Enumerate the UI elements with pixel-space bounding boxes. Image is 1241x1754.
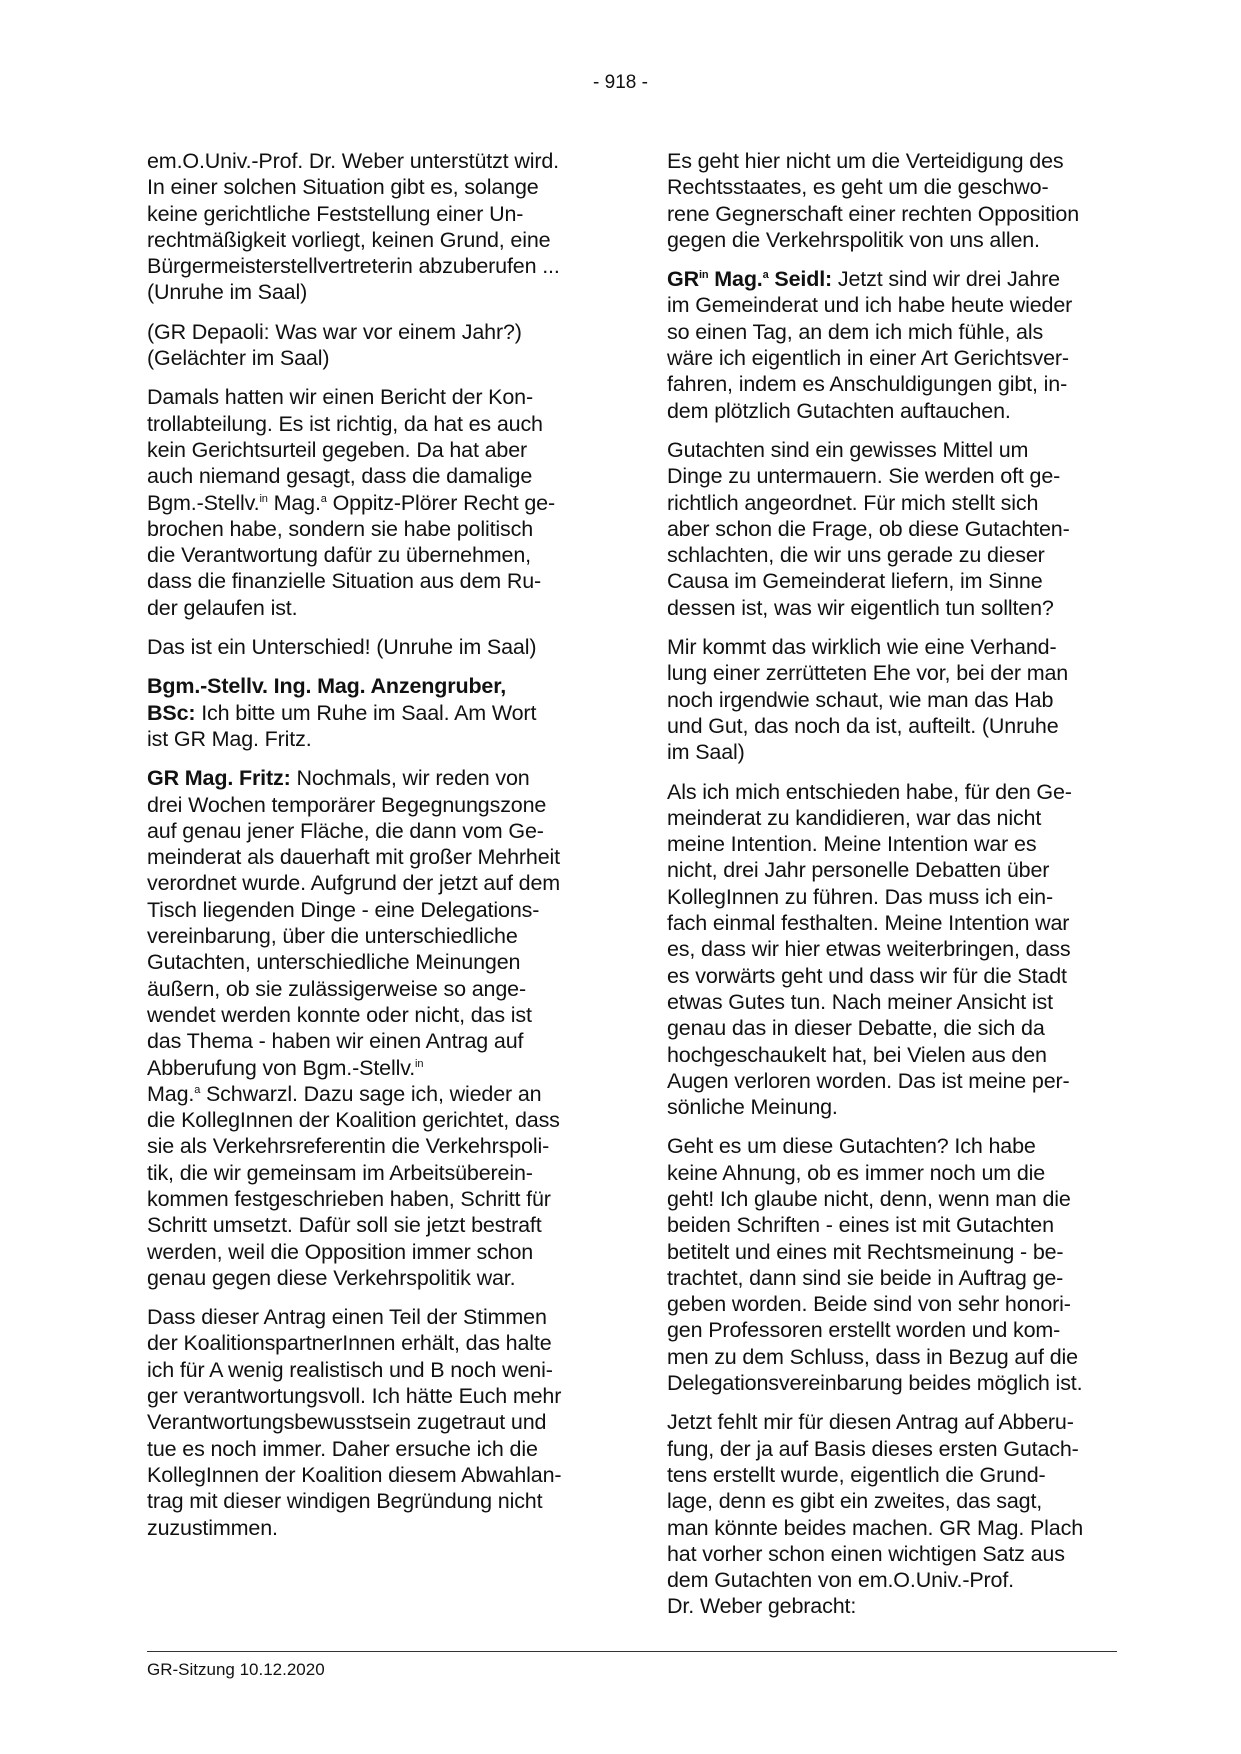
text-line: dass die finanzielle Situation aus dem Ru- — [147, 569, 542, 594]
paragraph — [147, 319, 599, 372]
text-line: der gelaufen ist. — [147, 595, 298, 620]
text-line: Causa im Gemeinderat liefern, im Sinne — [667, 569, 1043, 594]
paragraph — [667, 1133, 1119, 1396]
text-line: schlachten, die wir uns gerade zu dieser — [667, 543, 1045, 568]
paragraph: Das ist ein Unterschied! (Unruhe im Saal) — [147, 635, 537, 660]
text-line: aber schon die Frage, ob diese Gutachten- — [667, 516, 1070, 541]
text-line: Ich bitte um Ruhe im Saal. Am Wort — [195, 700, 537, 725]
text-block — [667, 293, 1072, 422]
speaker-name: Bgm.-Stellv. Ing. Mag. Anzengruber, — [147, 674, 507, 699]
text-line: geben worden. Beide sind von sehr honori- — [667, 1292, 1071, 1317]
text-line: auch niemand gesagt, dass die damalige — [147, 464, 533, 489]
paragraph — [147, 673, 599, 752]
text-line: nicht, drei Jahr personelle Debatten über — [667, 858, 1050, 883]
text-line: dem plötzlich Gutachten auftauchen. — [667, 398, 1011, 423]
text-line: ger verantwortungsvoll. Ich hätte Euch mehr — [147, 1384, 562, 1409]
text-line: richtlich angeordnet. Für mich stellt sich — [667, 490, 1039, 515]
text-line: KollegInnen zu führen. Das muss ich ein- — [667, 884, 1053, 909]
text-line: Mag. — [267, 490, 321, 515]
text-line: es vorwärts geht und dass wir für die Stadt — [667, 963, 1067, 988]
text-line: Verantwortungsbewusstsein zugetraut und — [147, 1410, 547, 1435]
text-line: rene Gegnerschaft einer rechten Opposition — [667, 201, 1080, 226]
text-line: ist GR Mag. Fritz. — [147, 726, 312, 751]
text-line: meinderat als dauerhaft mit großer Mehrheit — [147, 845, 560, 870]
text-block — [147, 793, 560, 1054]
text-line: die KollegInnen der Koalition gerichtet, dass — [147, 1108, 560, 1133]
text-line: fahren, indem es Anschuldigungen gibt, in- — [667, 372, 1068, 397]
paragraph — [667, 779, 1119, 1121]
text-line: gen Professoren erstellt worden und kom- — [667, 1318, 1061, 1343]
text-line: äußern, ob sie zulässigerweise so ange- — [147, 976, 526, 1001]
text-line: die Verantwortung dafür zu übernehmen, — [147, 543, 531, 568]
text-line: men zu dem Schluss, dass in Bezug auf die — [667, 1344, 1078, 1369]
text-line: tue es noch immer. Daher ersuche ich die — [147, 1436, 538, 1461]
text-line: drei Wochen temporärer Begegnungszone — [147, 792, 547, 817]
speaker-part: GR — [667, 267, 699, 292]
text-line: (GR Depaoli: Was war vor einem Jahr?) — [147, 319, 522, 344]
text-line: Delegationsvereinbarung beides möglich ist. — [667, 1371, 1083, 1396]
text-line: Rechtsstaates, es geht um die geschwo- — [667, 175, 1049, 200]
text-line: (Unruhe im Saal) — [147, 280, 308, 305]
text-line: keine Ahnung, ob es immer noch um die — [667, 1160, 1046, 1185]
text-line: Gutachten sind ein gewisses Mittel um — [667, 437, 1029, 462]
speaker-part: Seidl: — [768, 267, 833, 292]
text-line: noch irgendwie schaut, wie man das Hab — [667, 687, 1054, 712]
superscript: in — [259, 492, 268, 505]
text-line: Augen verloren worden. Das ist meine per- — [667, 1068, 1070, 1093]
text-line: brochen habe, sondern sie habe politisch — [147, 516, 534, 541]
paragraph — [147, 765, 599, 1291]
text-line: und Gut, das noch da ist, aufteilt. (Unruhe — [667, 713, 1059, 738]
text-line: das Thema - haben wir einen Antrag auf — [147, 1029, 524, 1054]
text-line: im Gemeinderat und ich habe heute wieder — [667, 293, 1073, 318]
text-line: trag mit dieser windigen Begründung nicht — [147, 1489, 543, 1514]
superscript: a — [762, 269, 769, 282]
text-line: hochgeschaukelt hat, bei Vielen aus den — [667, 1042, 1047, 1067]
text-line: Tisch liegenden Dinge - eine Delegations- — [147, 897, 540, 922]
superscript: in — [698, 269, 709, 282]
text-line: auf genau jener Fläche, die dann vom Ge- — [147, 818, 544, 843]
text-line: so einen Tag, an dem ich mich fühle, als — [667, 319, 1044, 344]
text-line: Schritt umsetzt. Dafür soll sie jetzt bestraft — [147, 1213, 542, 1238]
superscript: in — [415, 1057, 424, 1070]
text-line: Bgm.-Stellv. — [147, 490, 260, 515]
text-line: sie als Verkehrsreferentin die Verkehrspoli- — [147, 1134, 550, 1159]
text-line: Dr. Weber gebracht: — [667, 1594, 857, 1619]
paragraph — [667, 634, 1119, 765]
speaker-name — [667, 267, 832, 291]
text-line: sönliche Meinung. — [667, 1095, 838, 1120]
text-line: Dinge zu untermauern. Sie werden oft ge- — [667, 464, 1061, 489]
page-number: - 918 - — [593, 72, 648, 93]
text-line: fung, der ja auf Basis dieses ersten Gutach- — [667, 1436, 1079, 1461]
footer-divider — [147, 1651, 1117, 1652]
paragraph — [667, 148, 1119, 253]
paragraph — [667, 1409, 1119, 1619]
text-line: Gutachten, unterschiedliche Meinungen — [147, 950, 521, 975]
text-line: etwas Gutes tun. Nach meiner Ansicht ist — [667, 989, 1053, 1014]
text-line: Abberufung von Bgm.-Stellv. — [147, 1055, 416, 1080]
text-line: gegen die Verkehrspolitik von uns allen. — [667, 227, 1040, 252]
text-line: meinderat zu kandidieren, war das nicht — [667, 805, 1042, 830]
text-line: tik, die wir gemeinsam im Arbeitsüberein- — [147, 1160, 533, 1185]
text-line: kommen festgeschrieben haben, Schritt für — [147, 1186, 551, 1211]
text-line: kein Gerichtsurteil gegeben. Da hat aber — [147, 437, 528, 462]
text-line: zuzustimmen. — [147, 1515, 278, 1540]
paragraph — [147, 148, 599, 306]
paragraph — [667, 437, 1119, 621]
text-line: wäre ich eigentlich in einer Art Gerichtsver- — [667, 346, 1069, 371]
text-line: Dass dieser Antrag einen Teil der Stimmen — [147, 1305, 547, 1330]
footer-text: GR-Sitzung 10.12.2020 — [147, 1660, 325, 1679]
text-line: Nochmals, wir reden von — [290, 766, 530, 791]
text-line: Bürgermeisterstellvertreterin abzuberufen ... — [147, 254, 560, 279]
text-block — [147, 1108, 560, 1290]
text-line: Schwarzl. Dazu sage ich, wieder an — [200, 1081, 542, 1106]
paragraph — [667, 266, 1119, 424]
paragraph — [147, 1304, 599, 1541]
text-line: vereinbarung, über die unterschiedliche — [147, 924, 518, 949]
text-line: lage, denn es gibt ein zweites, das sagt, — [667, 1489, 1043, 1514]
speaker-name: BSc: — [147, 700, 196, 725]
text-line: fach einmal festhalten. Meine Intention war — [667, 911, 1070, 936]
text-line: em.O.Univ.-Prof. Dr. Weber unterstützt wird. — [147, 149, 559, 173]
text-line: Mir kommt das wirklich wie eine Verhand- — [667, 635, 1057, 660]
text-line: Damals hatten wir einen Bericht der Kon- — [147, 385, 533, 410]
left-column — [147, 148, 599, 1554]
text-line: geht! Ich glaube nicht, denn, wenn man die — [667, 1186, 1071, 1211]
text-line: wendet werden konnte oder nicht, das ist — [147, 1002, 532, 1027]
text-line: trollabteilung. Es ist richtig, da hat es auch — [147, 411, 543, 436]
text-line: In einer solchen Situation gibt es, solange — [147, 175, 539, 200]
text-line: Es geht hier nicht um die Verteidigung des — [667, 149, 1064, 173]
text-line: KollegInnen der Koalition diesem Abwahlan- — [147, 1462, 562, 1487]
text-line: beiden Schriften - eines ist mit Gutachten — [667, 1213, 1054, 1238]
text-line: verordnet wurde. Aufgrund der jetzt auf dem — [147, 871, 561, 896]
text-line: trachtet, dann sind sie beide in Auftrag ge- — [667, 1265, 1064, 1290]
text-line: Geht es um diese Gutachten? Ich habe — [667, 1134, 1036, 1159]
text-line: Als ich mich entschieden habe, für den Ge- — [667, 779, 1072, 804]
text-line: werden, weil die Opposition immer schon — [147, 1239, 534, 1264]
text-line: der KoalitionspartnerInnen erhält, das halte — [147, 1331, 552, 1356]
text-line: Mag. — [147, 1081, 195, 1106]
speaker-part: Mag. — [708, 267, 763, 292]
text-line: hat vorher schon einen wichtigen Satz aus — [667, 1541, 1065, 1566]
text-line: keine gerichtliche Feststellung einer Un- — [147, 201, 524, 226]
superscript: a — [194, 1083, 201, 1096]
text-line: rechtmäßigkeit vorliegt, keinen Grund, eine — [147, 227, 551, 252]
text-line: genau das in dieser Debatte, die sich da — [667, 1016, 1045, 1041]
text-line: Oppitz-Plörer Recht ge- — [326, 490, 555, 515]
right-column — [667, 148, 1119, 1633]
text-line: es, dass wir hier etwas weiterbringen, dass — [667, 937, 1071, 962]
text-line: ich für A wenig realistisch und B noch weni- — [147, 1357, 553, 1382]
text-line: meine Intention. Meine Intention war es — [667, 832, 1037, 857]
text-line: im Saal) — [667, 740, 745, 765]
text-line: dessen ist, was wir eigentlich tun sollten? — [667, 595, 1054, 620]
text-line: man könnte beides machen. GR Mag. Plach — [667, 1515, 1084, 1540]
text-line: (Gelächter im Saal) — [147, 346, 330, 371]
text-line: lung einer zerrütteten Ehe vor, bei der man — [667, 661, 1069, 686]
text-line: dem Gutachten von em.O.Univ.-Prof. — [667, 1568, 1015, 1593]
speaker-name: GR Mag. Fritz: — [147, 766, 291, 791]
text-line: Jetzt sind wir drei Jahre — [832, 267, 1060, 292]
text-line: genau gegen diese Verkehrspolitik war. — [147, 1265, 516, 1290]
text-line: tens erstellt wurde, eigentlich die Grund- — [667, 1462, 1046, 1487]
superscript: a — [320, 492, 327, 505]
text-line: Jetzt fehlt mir für diesen Antrag auf Abberu- — [667, 1410, 1074, 1435]
text-line: betitelt und eines mit Rechtsmeinung - be- — [667, 1239, 1064, 1264]
paragraph — [147, 384, 599, 621]
